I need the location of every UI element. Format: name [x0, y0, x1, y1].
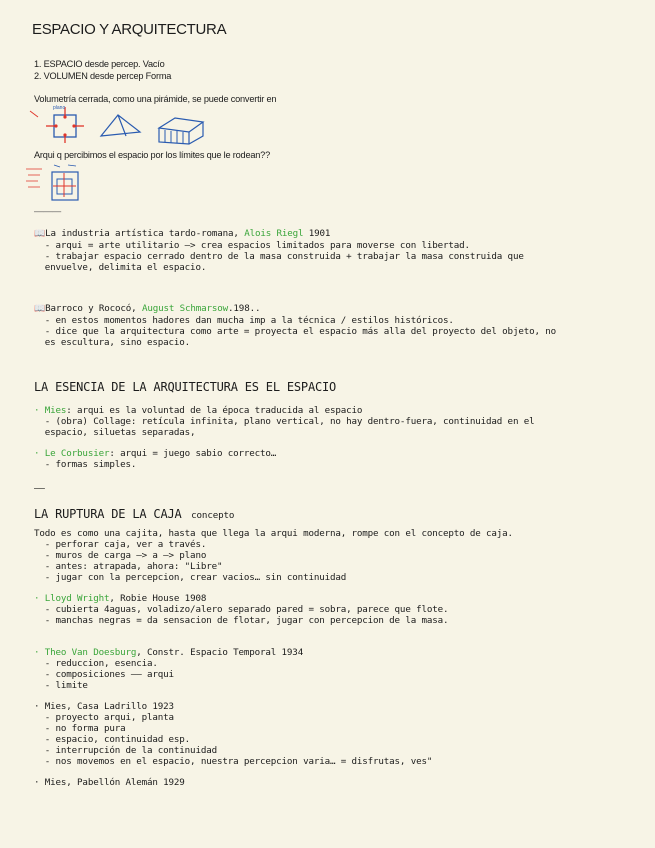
wright-item: · Lloyd Wright, Robie House 1908 [34, 593, 207, 604]
ruptura-line: - muros de carga —> a —> plano [34, 550, 207, 561]
wright-line: - cubierta 4aguas, voladizo/alero separado pared = sobra, parece que flote. [34, 604, 449, 615]
page-title: ESPACIO Y ARQUITECTURA [32, 21, 227, 38]
doesburg-line: - reduccion, esencia. [34, 658, 158, 669]
wright-line: - manchas negras = da sensacion de flotar, jugar con percepcion de la masa. [34, 615, 449, 626]
intro-item-2: 2. VOLUMEN desde percep Forma [34, 71, 172, 81]
ruptura-line: - antes: atrapada, ahora: "Libre" [34, 561, 223, 572]
ladrillo-line: - espacio, continuidad esp. [34, 734, 191, 745]
intro-item-1: 1. ESPACIO desde percep. Vacío [34, 59, 165, 69]
intro-line-3: Volumetría cerrada, como una pirámide, se puede convertir en [34, 94, 277, 104]
sketch-house [153, 114, 209, 146]
sketch-label: plano [53, 105, 66, 111]
sketch-pyramid [98, 112, 144, 140]
ladrillo-line: - nos movemos en el espacio, nuestra percepcion varia… = disfrutas, ves" [34, 756, 433, 767]
doesburg-item: · Theo Van Doesburg, Constr. Espacio Temporal 1934 [34, 647, 304, 658]
riegl-line: - trabajar espacio cerrado dentro de la masa construida + trabajar la masa construida que [34, 251, 524, 262]
book-icon: 📖 [34, 304, 46, 314]
ruptura-intro: Todo es como una cajita, hasta que llega la arqui moderna, rompe con el concepto de caja. [34, 528, 513, 539]
book-icon: 📖 [34, 229, 46, 239]
sketch-limits [24, 163, 86, 203]
schmarsow-line: - en estos momentos hadores dan mucha imp a la técnica / estilos históricos. [34, 315, 454, 326]
ladrillo-item: · Mies, Casa Ladrillo 1923 [34, 701, 174, 712]
schmarsow-line: es escultura, sino espacio. [34, 337, 191, 348]
intro-line-4: Arqui q percibimos el espacio por los límites que le rodean?? [34, 150, 270, 160]
ruptura-line: - jugar con la percepcion, crear vacios… sin continuidad [34, 572, 347, 583]
author-le-corbusier: Le Corbusier [44, 448, 110, 459]
riegl-line: envuelve, delimita el espacio. [34, 262, 207, 273]
doesburg-line: - composiciones —— arqui [34, 669, 174, 680]
separator-2: —— [34, 483, 45, 494]
mies-line: espacio, siluetas separadas, [34, 427, 196, 438]
schmarsow-line: - dice que la arquitectura como arte = proyecta el espacio más alla del proyecto del objeto, no [34, 326, 556, 337]
corbusier-item: · Le Corbusier: arqui = juego sabio correcto… [34, 448, 277, 459]
riegl-line: - arqui = arte utilitario —> crea espacios limitados para moverse con libertad. [34, 240, 470, 251]
ladrillo-line: - no forma pura [34, 723, 126, 734]
ladrillo-line: - interrupción de la continuidad [34, 745, 217, 756]
pabellon-item: · Mies, Pabellón Alemán 1929 [34, 777, 185, 788]
doesburg-line: - limite [34, 680, 88, 691]
corbusier-line: - formas simples. [34, 459, 137, 470]
mies-item: · Mies: arqui es la voluntad de la época traducida al espacio [34, 405, 363, 416]
ladrillo-line: - proyecto arqui, planta [34, 712, 174, 723]
author-mies: Mies [44, 405, 67, 416]
mies-line: - (obra) Collage: retícula infinita, plano vertical, no hay dentro-fuera, continuidad en el [34, 416, 535, 427]
author-schmarsow: August Schmarsow [141, 303, 229, 314]
author-riegl: Alois Riegl [244, 228, 304, 239]
section-heading-ruptura: LA RUPTURA DE LA CAJA concepto [34, 507, 235, 521]
author-van-doesburg: Theo Van Doesburg [44, 647, 137, 658]
author-lloyd-wright: Lloyd Wright [44, 593, 110, 604]
ruptura-line: - perforar caja, ver a través. [34, 539, 207, 550]
section-heading-esencia: LA ESENCIA DE LA ARQUITECTURA ES EL ESPACIO [34, 380, 337, 394]
sketch-square-plan [28, 105, 90, 145]
riegl-heading: 📖La industria artística tardo-romana, Alois Riegl 1901 [34, 228, 331, 239]
schmarsow-heading: 📖Barroco y Rococó, August Schmarsow.198.. [34, 303, 261, 314]
separator-1: ——— [34, 206, 61, 216]
